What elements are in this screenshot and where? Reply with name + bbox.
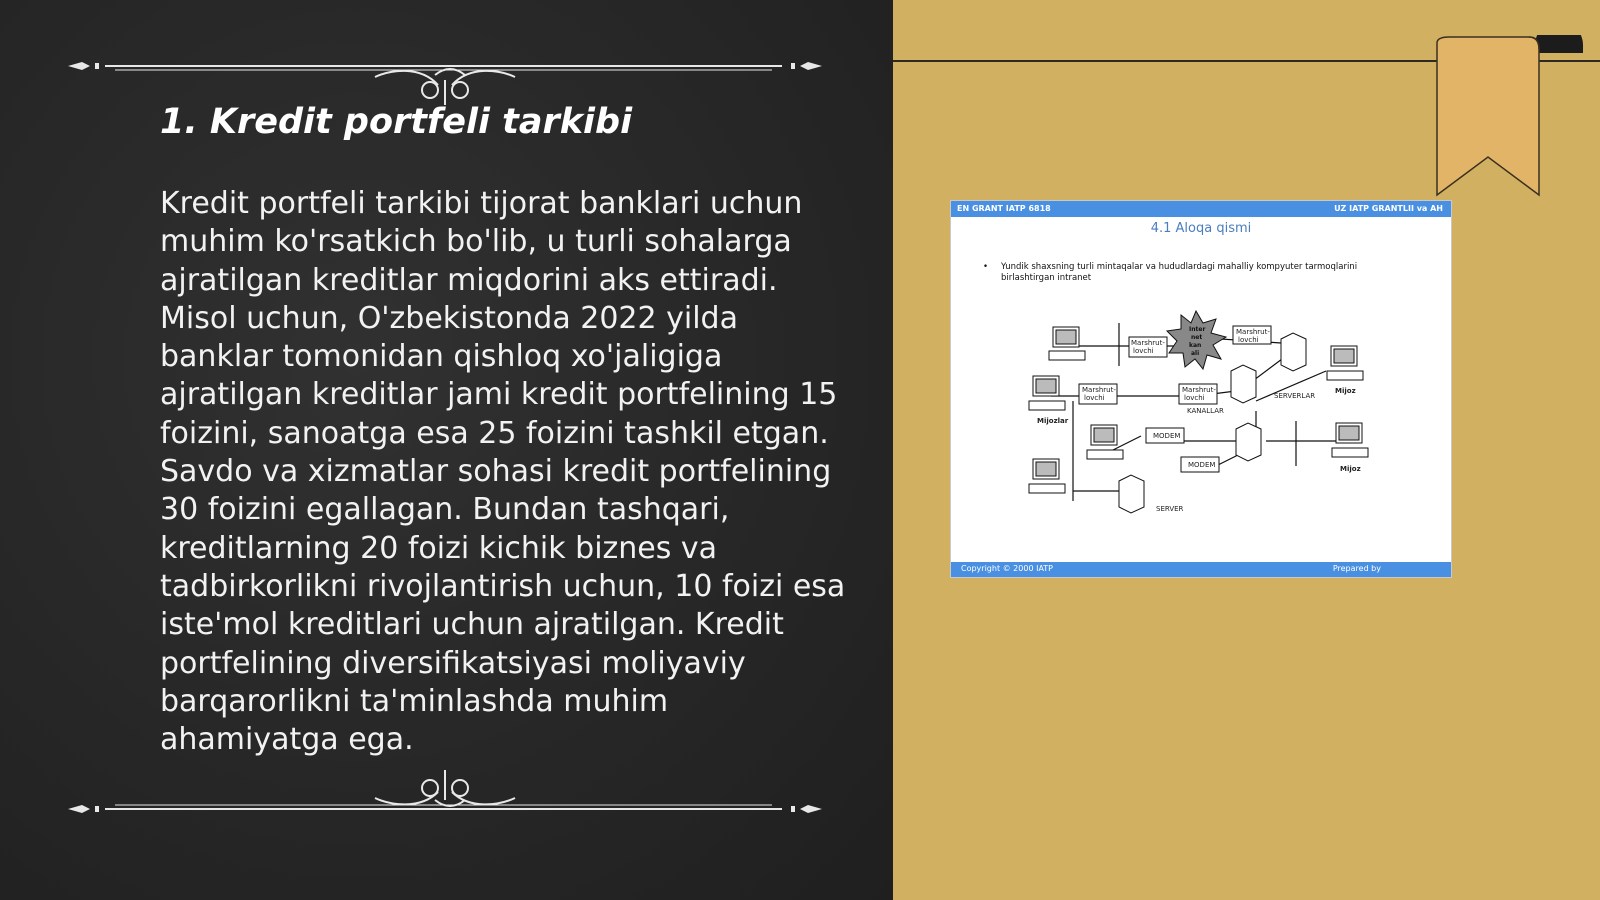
clients-label: Mijozlar — [1037, 417, 1069, 425]
router-label-4b: lovchi — [1238, 336, 1259, 344]
servers-label: SERVERLAR — [1274, 392, 1316, 400]
router-label-1: Marshrut- — [1131, 339, 1165, 347]
router-label-3: Marshrut- — [1182, 386, 1216, 394]
network-diagram — [951, 301, 1451, 546]
thumb-footer-bar — [951, 562, 1451, 577]
router-label-3b: lovchi — [1184, 394, 1205, 402]
internet-label-2: net — [1191, 334, 1203, 341]
router-label-4: Marshrut- — [1236, 328, 1270, 336]
bullet-dot-icon: • — [983, 262, 989, 272]
router-label-2b: lovchi — [1084, 394, 1105, 402]
bookmark-ribbon-icon — [1435, 35, 1585, 200]
embedded-slide-image — [950, 200, 1452, 578]
thumb-header-bar — [951, 201, 1451, 217]
modem-label-1: MODEM — [1153, 432, 1181, 440]
thumb-footer-left: Copyright © 2000 IATP — [961, 564, 1053, 573]
thumb-header-left: EN GRANT IATP 6818 — [957, 204, 1051, 213]
thumb-bullet-text: Yundik shaxsning turli mintaqalar va hududlardagi mahalliy kompyuter tarmoqlarini birlashtirgan intranet — [1001, 262, 1358, 283]
thumb-title: 4.1 Aloqa qismi — [1150, 221, 1252, 236]
server-label: SERVER — [1156, 505, 1184, 513]
router-label-2: Marshrut- — [1082, 386, 1116, 394]
client-label-1: Mijoz — [1335, 387, 1356, 395]
thumb-bullet — [983, 262, 1381, 284]
channels-label: KANALLAR — [1187, 407, 1224, 415]
internet-label-1: Inter — [1189, 326, 1206, 333]
modem-label-2: MODEM — [1188, 461, 1216, 469]
slide-body-text: Kredit portfeli tarkibi tijorat banklari uchun muhim ko'rsatkich bo'lib, u turli sohalarga ajratilgan kreditlar miqdorini aks ettiradi. Misol uchun, O'zbekistonda 2022 yilda banklar tomonidan qishloq xo'jaligiga ajratilgan kreditlar jami kredit portfelining 15 foizini, sanoatga esa 25 foizini tashkil etgan. Savdo va xizmatlar sohasi kredit portfelining 30 foizini egallagan. Bundan tashqari, kreditlarning 20 foizi kichik biznes va tadbirkorlikni rivojlantirish uchun, 10 foizi esa iste'mol kreditlari uchun ajratilgan. Kredit portfelining diversifikatsiyasi moliyaviy barqarorlikni ta'minlashda muhim ahamiyatga ega. — [160, 186, 846, 758]
client-label-2: Mijoz — [1340, 465, 1361, 473]
thumb-footer-right: Prepared by — [1332, 564, 1381, 573]
thumb-header-right: UZ IATP GRANTLII va AH — [1334, 204, 1443, 213]
slide-title: 1. Kredit portfeli tarkibi — [160, 102, 633, 142]
router-label-1b: lovchi — [1133, 347, 1154, 355]
internet-label-3: kan — [1189, 342, 1202, 349]
internet-label-4: ali — [1191, 350, 1200, 357]
bottom-ornament-divider — [60, 770, 830, 830]
top-ornament-divider — [60, 45, 830, 105]
